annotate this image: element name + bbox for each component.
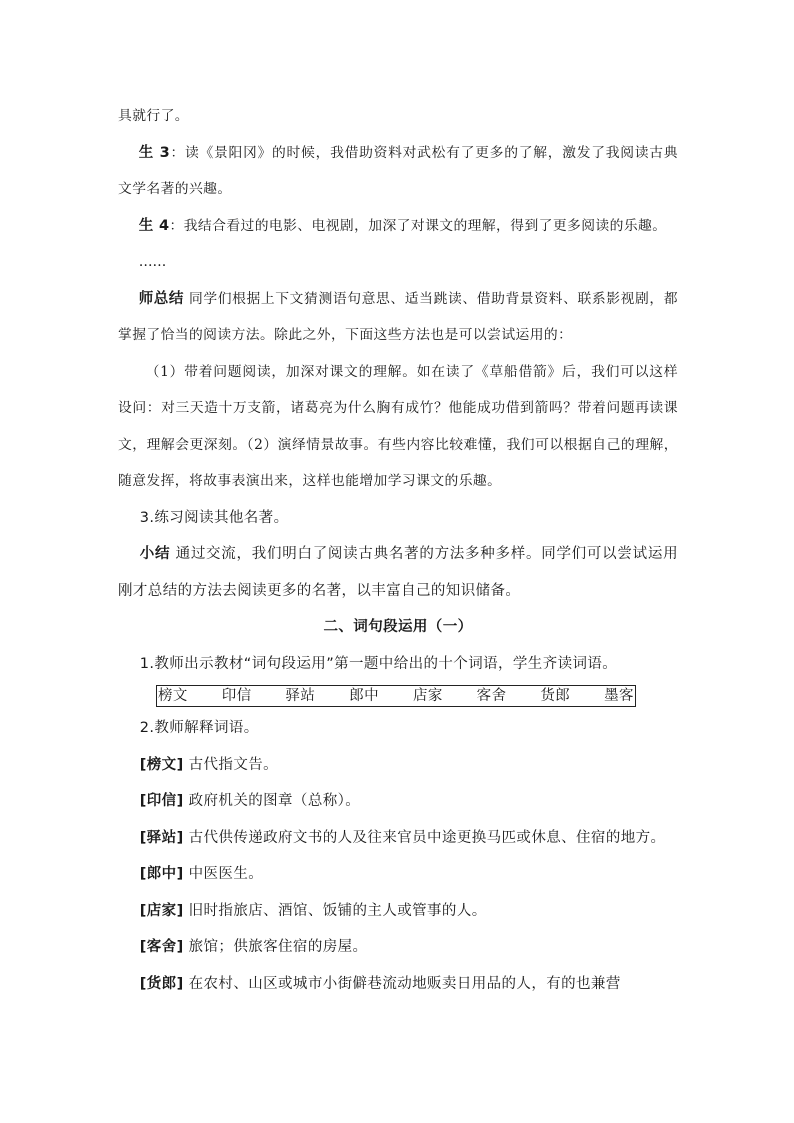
- definition-item: [118, 893, 678, 930]
- student-4-paragraph: [118, 208, 678, 245]
- definition-item: [118, 783, 678, 820]
- definition-text: 在农村、山区或城市小街僻巷流动地贩卖日用品的人，有的也兼营: [183, 975, 621, 992]
- definition-text: 旧时指旅店、酒馆、饭铺的主人或管事的人。: [183, 902, 487, 919]
- student-4-text: ：我结合看过的电影、电视剧，加深了对课文的理解，得到了更多阅读的乐趣。: [169, 217, 667, 234]
- word-item: 客舍: [476, 688, 507, 704]
- word-item: 店家: [412, 688, 443, 704]
- step-1-paragraph: 1.教师出示教材“词句段运用”第一题中给出的十个词语，学生齐读词语。: [139, 655, 618, 672]
- student-3-text: ：读《景阳冈》的时候，我借助资料对武松有了更多的了解，激发了我阅读古典文学名著的兴趣。: [118, 144, 678, 197]
- paragraph-continuation: 具就行了。: [118, 108, 189, 124]
- methods-paragraph: （1）带着问题阅读，加深对课文的理解。如在读了《草船借箭》后，我们可以这样设问：对三天造十万支箭，诸葛亮为什么胸有成竹？他能成功借到箭吗？带着问题再读课文，理解会更深刻。（2）演绎情景故事。有些内容比较难懂，我们可以根据自己的理解，随意发挥，将故事表演出来，这样也能增加学习课文的乐趣。: [118, 363, 678, 489]
- word-item: 榜文: [158, 688, 188, 704]
- definition-term: [榜文]: [139, 756, 184, 773]
- definition-text: 旅馆；供旅客住宿的房屋。: [183, 939, 368, 955]
- word-item: 郎中: [349, 688, 380, 704]
- teacher-summary-label: 师总结: [138, 290, 184, 307]
- definition-item: [118, 929, 678, 966]
- definition-term: [店家]: [139, 902, 184, 919]
- student-3-paragraph: [118, 135, 678, 208]
- student-4-label: 生 4: [138, 217, 170, 234]
- word-item: 印信: [221, 688, 252, 704]
- word-box: [156, 685, 636, 707]
- definition-term: [郎中]: [139, 866, 184, 882]
- definition-text: 中医医生。: [183, 866, 264, 882]
- word-item: 驿站: [285, 688, 316, 704]
- definition-text: 政府机关的图章（总称）。: [183, 793, 361, 809]
- summary-text: 通过交流，我们明白了阅读古典名著的方法多种多样。同学们可以尝试运用刚才总结的方法去阅读更多的名著，以丰富自己的知识储备。: [118, 546, 678, 599]
- definition-text: 古代供传递政府文书的人及往来官员中途更换马匹或休息、住宿的地方。: [183, 829, 666, 846]
- teacher-summary-paragraph: [118, 281, 678, 354]
- definition-item: [118, 820, 678, 857]
- step-2-paragraph: 2.教师解释词语。: [139, 720, 259, 736]
- ellipsis-line: ……: [138, 254, 167, 270]
- summary-paragraph: [118, 536, 678, 609]
- definition-item: [118, 747, 678, 784]
- word-item: 货郎: [540, 688, 571, 704]
- word-item: 墨客: [604, 688, 634, 704]
- section-heading: 二、词句段运用（一）: [323, 619, 473, 635]
- definition-term: [印信]: [139, 793, 184, 809]
- definition-item: [118, 966, 678, 1003]
- definition-text: 古代指文告。: [183, 756, 279, 773]
- student-3-label: 生 3: [138, 144, 171, 161]
- practice-paragraph: 3.练习阅读其他名著。: [139, 509, 289, 526]
- definition-term: [货郎]: [139, 975, 184, 992]
- definition-item: [118, 856, 678, 893]
- definition-term: [驿站]: [139, 829, 184, 846]
- teacher-summary-text: 同学们根据上下文猜测语句意思、适当跳读、借助背景资料、联系影视剧，都掌握了恰当的阅读方法。除此之外，下面这些方法也是可以尝试运用的：: [118, 290, 678, 343]
- definition-term: [客舍]: [139, 939, 184, 955]
- summary-label: 小结: [139, 546, 171, 562]
- document-body: [118, 98, 678, 1002]
